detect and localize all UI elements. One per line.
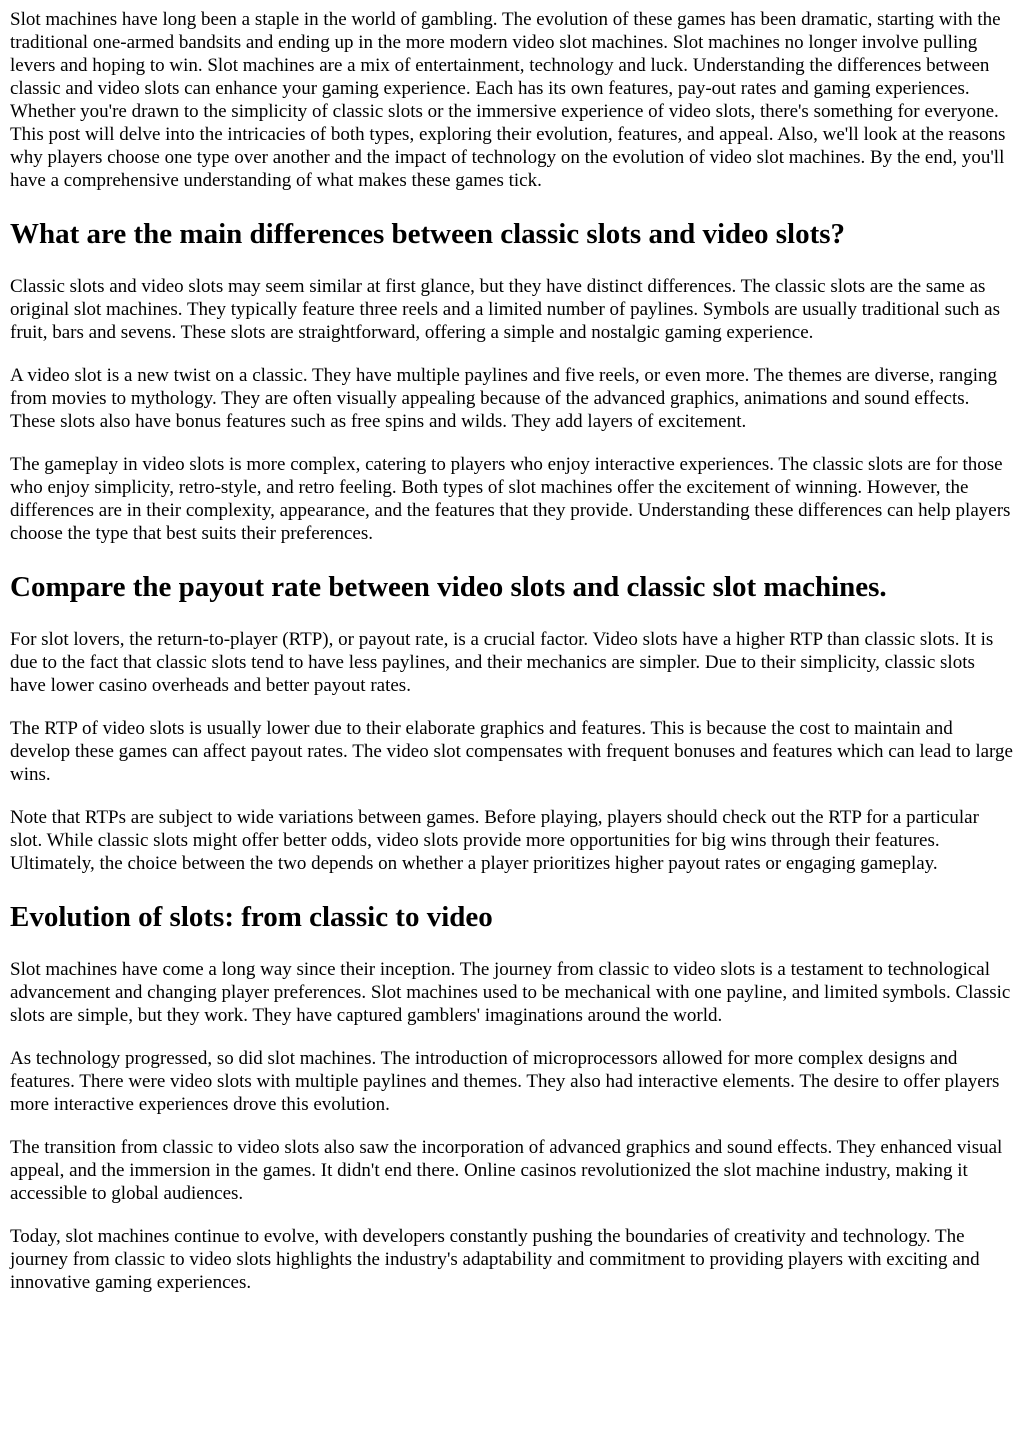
paragraph: For slot lovers, the return-to-player (RTP), or payout rate, is a crucial factor. Video slots have a higher RTP than classic slots. It is due to the fact that classic slots tend to have less paylines, and their mechanics are simpler. Due to their simplicity, classic slots have lower casino overheads and better payout rates. [10, 629, 994, 696]
paragraph: A video slot is a new twist on a classic. They have multiple paylines and five reels, or even more. The themes are diverse, ranging from movies to mythology. They are often visually appealing because of the advanced graphics, animations and sound effects. These slots also have bonus features such as free spins and wilds. They add layers of excitement. [10, 365, 998, 432]
section-differences [10, 218, 1014, 545]
section-evolution [10, 901, 1014, 1294]
section-heading: What are the main differences between classic slots and video slots? [10, 218, 846, 250]
paragraph: Note that RTPs are subject to wide variations between games. Before playing, players should check out the RTP for a particular slot. While classic slots might offer better odds, video slots provide more opportunities for big wins through their features. Ultimately, the choice between the two depends on whether a player prioritizes higher payout rates or engaging gameplay. [10, 807, 979, 874]
paragraph: Slot machines have come a long way since their inception. The journey from classic to video slots is a testament to technological advancement and changing player preferences. Slot machines used to be mechanical with one payline, and limited symbols. Classic slots are simple, but they work. They have captured gamblers' imaginations around the world. [10, 959, 1011, 1026]
paragraph: The transition from classic to video slots also saw the incorporation of advanced graphics and sound effects. They enhanced visual appeal, and the immersion in the games. It didn't end there. Online casinos revolutionized the slot machine industry, making it accessible to global audiences. [10, 1137, 1003, 1204]
section-payout [10, 571, 1014, 875]
paragraph: Classic slots and video slots may seem similar at first glance, but they have distinct differences. The classic slots are the same as original slot machines. They typically feature three reels and a limited number of paylines. Symbols are usually traditional such as fruit, bars and sevens. These slots are straightforward, offering a simple and nostalgic gaming experience. [10, 276, 1001, 343]
paragraph: The RTP of video slots is usually lower due to their elaborate graphics and features. This is because the cost to maintain and develop these games can affect payout rates. The video slot compensates with frequent bonuses and features which can lead to large wins. [10, 718, 1013, 785]
paragraph: As technology progressed, so did slot machines. The introduction of microprocessors allowed for more complex designs and features. There were video slots with multiple paylines and themes. They also had interactive elements. The desire to offer players more interactive experiences drove this evolution. [10, 1048, 1000, 1115]
section-heading: Compare the payout rate between video slots and classic slot machines. [10, 571, 887, 603]
paragraph: Today, slot machines continue to evolve, with developers constantly pushing the boundaries of creativity and technology. The journey from classic to video slots highlights the industry's adaptability and commitment to providing players with exciting and innovative gaming experiences. [10, 1226, 980, 1293]
intro-paragraph: Slot machines have long been a staple in the world of gambling. The evolution of these games has been dramatic, starting with the traditional one-armed bandsits and ending up in the more modern video slot machines. Slot machines no longer involve pulling levers and hoping to win. Slot machines are a mix of entertainment, technology and luck. Understanding the differences between classic and video slots can enhance your gaming experience. Each has its own features, pay-out rates and gaming experiences. Whether you're drawn to the simplicity of classic slots or the immersive experience of video slots, there's something for everyone. This post will delve into the intricacies of both types, exploring their evolution, features, and appeal. Also, we'll look at the reasons why players choose one type over another and the impact of technology on the evolution of video slot machines. By the end, you'll have a comprehensive understanding of what makes these games tick. [10, 9, 1006, 191]
paragraph: The gameplay in video slots is more complex, catering to players who enjoy interactive experiences. The classic slots are for those who enjoy simplicity, retro-style, and retro feeling. Both types of slot machines offer the excitement of winning. However, the differences are in their complexity, appearance, and the features that they provide. Understanding these differences can help players choose the type that best suits their preferences. [10, 454, 1011, 544]
section-heading: Evolution of slots: from classic to video [10, 901, 493, 933]
